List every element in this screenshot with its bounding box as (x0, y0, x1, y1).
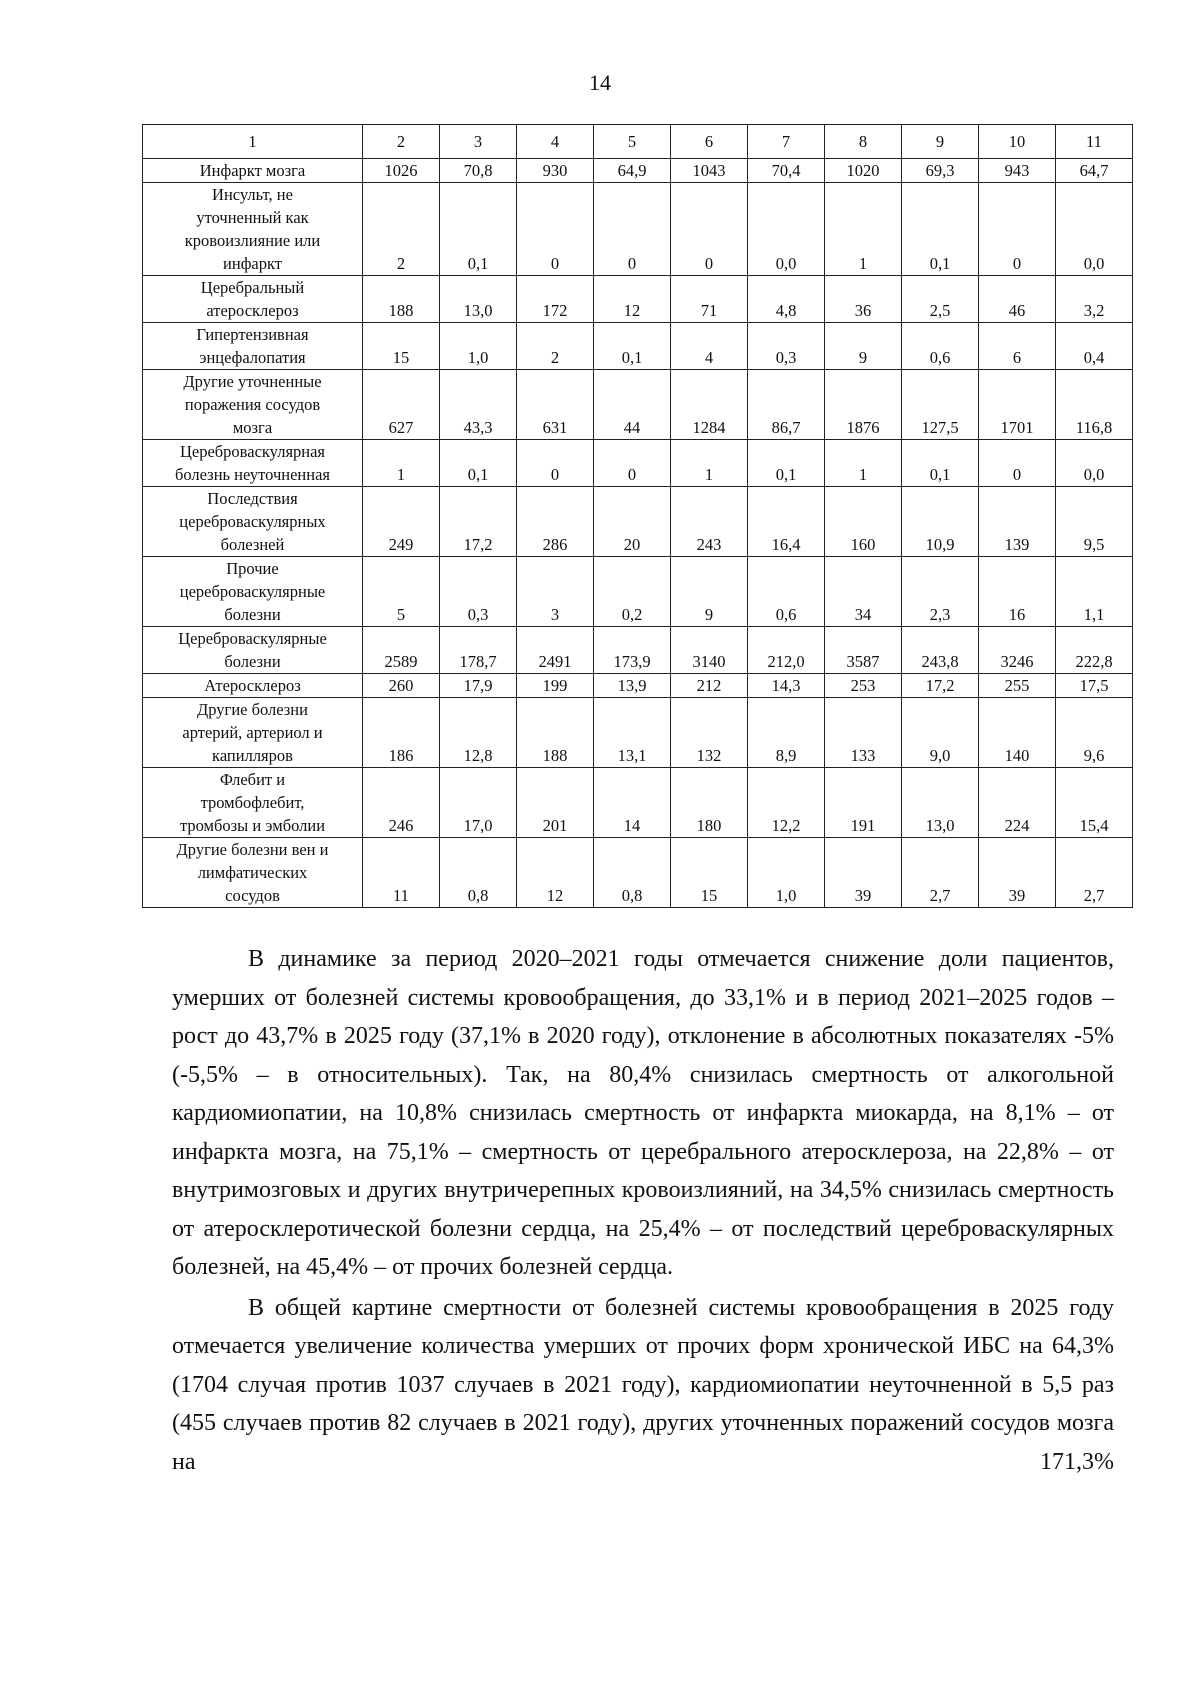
table-cell: 17,2 (902, 674, 979, 698)
table-cell: 0,1 (902, 440, 979, 487)
table-cell: 1,0 (748, 838, 825, 908)
table-cell: 133 (825, 698, 902, 768)
row-label-line: Гипертензивная (196, 325, 309, 344)
table-cell: 9,0 (902, 698, 979, 768)
table-cell: 2,5 (902, 276, 979, 323)
table-cell: 3246 (979, 627, 1056, 674)
row-label-line: Инфаркт мозга (199, 161, 306, 180)
table-cell: 1876 (825, 370, 902, 440)
table-row (143, 487, 1133, 557)
table-cell: 249 (363, 487, 440, 557)
mortality-table (142, 124, 1133, 908)
table-cell: 0,2 (594, 557, 671, 627)
row-label-line: капилляров (212, 746, 293, 765)
paragraph: В динамике за период 2020–2021 годы отмечается снижение доли пациентов, умерших от болезней системы кровообращения, до 33,1% и в период 2021–2025 годов – рост до 43,7% в 2025 году (37,1% в 2020 году), отклонение в абсолютных показателях -5% (-5,5% – в относительных). Так, на 80,4% снизилась смертность от алкогольной кардиомиопатии, на 10,8% снизилась смертность от инфаркта миокарда, на 8,1% – от инфаркта мозга, на 75,1% – смертность от церебрального атеросклероза, на 22,8% – от внутримозговых и других внутричерепных кровоизлияний, на 34,5% снизилась смертность от атеросклеротической болезни сердца, на 25,4% – от последствий цереброваскулярных болезней, на 45,4% – от прочих болезней сердца. (172, 946, 1114, 1280)
page-number: 14 (589, 70, 611, 95)
table-row (143, 838, 1133, 908)
table-cell: 4 (671, 323, 748, 370)
table-cell: 132 (671, 698, 748, 768)
table-cell: 212 (671, 674, 748, 698)
column-header: 4 (517, 125, 594, 159)
table-cell: 212,0 (748, 627, 825, 674)
row-label-line: инфаркт (223, 254, 282, 273)
table-cell: 0,1 (594, 323, 671, 370)
table-row (143, 370, 1133, 440)
row-label (143, 557, 363, 627)
table-cell: 173,9 (594, 627, 671, 674)
table-cell: 139 (979, 487, 1056, 557)
table-cell: 0,1 (902, 183, 979, 276)
table-cell: 13,0 (440, 276, 517, 323)
row-label-line: кровоизлияние или (184, 231, 321, 250)
table-row (143, 674, 1133, 698)
table-cell: 1,0 (440, 323, 517, 370)
table-cell: 71 (671, 276, 748, 323)
table-cell: 0,1 (748, 440, 825, 487)
table-cell: 15 (671, 838, 748, 908)
table-cell: 3587 (825, 627, 902, 674)
table-cell: 2491 (517, 627, 594, 674)
table-cell: 160 (825, 487, 902, 557)
row-label (143, 838, 363, 908)
table-cell: 17,9 (440, 674, 517, 698)
row-label-line: болезни (224, 605, 281, 624)
row-label-line: лимфатических (197, 863, 308, 882)
table-cell: 2,7 (902, 838, 979, 908)
row-label-line: уточненный как (196, 208, 309, 227)
table-cell: 8,9 (748, 698, 825, 768)
table-cell: 2,7 (1056, 838, 1133, 908)
column-header: 11 (1056, 125, 1133, 159)
table-cell: 188 (363, 276, 440, 323)
column-header: 1 (143, 125, 363, 159)
table-cell: 1 (825, 183, 902, 276)
table-cell: 9,6 (1056, 698, 1133, 768)
row-label (143, 487, 363, 557)
table-row (143, 557, 1133, 627)
table-cell: 3,2 (1056, 276, 1133, 323)
table-cell: 2,3 (902, 557, 979, 627)
paragraph: В общей картине смертности от болезней системы кровообращения в 2025 году отмечается увеличение количества умерших от прочих форм хронической ИБС на 64,3% (1704 случая против 1037 случаев в 2021 году), кардиомиопатии неуточненной в 5,5 раз (455 случаев против 82 случаев в 2021 году), других уточненных поражений сосудов мозга на 171,3% (172, 1294, 1114, 1475)
table-cell: 0,6 (902, 323, 979, 370)
table-cell: 199 (517, 674, 594, 698)
table-cell: 243,8 (902, 627, 979, 674)
row-label-line: Атеросклероз (204, 676, 301, 695)
table-cell: 1,1 (1056, 557, 1133, 627)
column-header: 8 (825, 125, 902, 159)
table-cell: 16,4 (748, 487, 825, 557)
table-cell: 17,5 (1056, 674, 1133, 698)
table-cell: 17,0 (440, 768, 517, 838)
table-cell: 46 (979, 276, 1056, 323)
row-label-line: болезни (224, 652, 281, 671)
row-label-line: болезней (220, 535, 285, 554)
table-cell: 1020 (825, 159, 902, 183)
table-row (143, 159, 1133, 183)
table-cell: 0 (671, 183, 748, 276)
table-cell: 0,0 (1056, 440, 1133, 487)
table-cell: 12,8 (440, 698, 517, 768)
column-header: 7 (748, 125, 825, 159)
row-label-line: Инсульт, не (212, 185, 293, 204)
column-header: 9 (902, 125, 979, 159)
row-label-line: Флебит и (219, 770, 286, 789)
table-cell: 12,2 (748, 768, 825, 838)
table-cell: 127,5 (902, 370, 979, 440)
table-cell: 0,8 (594, 838, 671, 908)
table-cell: 222,8 (1056, 627, 1133, 674)
table-cell: 1043 (671, 159, 748, 183)
table-cell: 0 (594, 183, 671, 276)
table-cell: 11 (363, 838, 440, 908)
table-cell: 0,3 (748, 323, 825, 370)
table-row (143, 323, 1133, 370)
row-label-line: тромбофлебит, (200, 793, 305, 812)
row-label (143, 440, 363, 487)
table-cell: 224 (979, 768, 1056, 838)
row-label-line: цереброваскулярных (179, 512, 326, 531)
table-body (143, 159, 1133, 908)
table-cell: 255 (979, 674, 1056, 698)
table-cell: 943 (979, 159, 1056, 183)
table-cell: 13,9 (594, 674, 671, 698)
table-cell: 0 (979, 183, 1056, 276)
table-cell: 13,1 (594, 698, 671, 768)
table-cell: 9 (671, 557, 748, 627)
table-row (143, 440, 1133, 487)
table-cell: 0,0 (1056, 183, 1133, 276)
table-cell: 86,7 (748, 370, 825, 440)
table-cell: 140 (979, 698, 1056, 768)
table-cell: 0,1 (440, 183, 517, 276)
row-label (143, 183, 363, 276)
row-label-line: Цереброваскулярные (178, 629, 327, 648)
table-cell: 180 (671, 768, 748, 838)
table-cell: 17,2 (440, 487, 517, 557)
table-cell: 191 (825, 768, 902, 838)
table-cell: 44 (594, 370, 671, 440)
row-label-line: Другие уточненные (183, 372, 322, 391)
row-label-line: Другие болезни (197, 700, 308, 719)
row-label (143, 370, 363, 440)
table-cell: 253 (825, 674, 902, 698)
table-cell: 1284 (671, 370, 748, 440)
table-cell: 12 (517, 838, 594, 908)
table-cell: 39 (979, 838, 1056, 908)
table-cell: 260 (363, 674, 440, 698)
table-cell: 14,3 (748, 674, 825, 698)
table-cell: 116,8 (1056, 370, 1133, 440)
column-header: 6 (671, 125, 748, 159)
table-cell: 1 (671, 440, 748, 487)
table-cell: 0 (594, 440, 671, 487)
table-cell: 0 (979, 440, 1056, 487)
table-cell: 6 (979, 323, 1056, 370)
table-cell: 2 (363, 183, 440, 276)
column-header: 10 (979, 125, 1056, 159)
row-label-line: Прочие (226, 559, 279, 578)
table-row (143, 183, 1133, 276)
column-header: 5 (594, 125, 671, 159)
table-cell: 9,5 (1056, 487, 1133, 557)
table-cell: 1026 (363, 159, 440, 183)
table-cell: 70,4 (748, 159, 825, 183)
table-cell: 1701 (979, 370, 1056, 440)
row-label-line: энцефалопатия (199, 348, 306, 367)
table-cell: 1 (825, 440, 902, 487)
row-label-line: тромбозы и эмболии (179, 816, 326, 835)
row-label-line: Другие болезни вен и (176, 840, 329, 859)
table-cell: 0 (517, 440, 594, 487)
table-cell: 3140 (671, 627, 748, 674)
table-cell: 0,0 (748, 183, 825, 276)
row-label (143, 698, 363, 768)
table-cell: 2589 (363, 627, 440, 674)
table-row (143, 698, 1133, 768)
row-label (143, 627, 363, 674)
table-cell: 243 (671, 487, 748, 557)
table-header-row (143, 125, 1133, 159)
table-cell: 0,6 (748, 557, 825, 627)
table-cell: 39 (825, 838, 902, 908)
table-cell: 930 (517, 159, 594, 183)
table-cell: 5 (363, 557, 440, 627)
row-label-line: цереброваскулярные (179, 582, 326, 601)
table-cell: 0,1 (440, 440, 517, 487)
column-header: 2 (363, 125, 440, 159)
table-cell: 43,3 (440, 370, 517, 440)
table-cell: 12 (594, 276, 671, 323)
table-cell: 178,7 (440, 627, 517, 674)
table-cell: 34 (825, 557, 902, 627)
table-cell: 4,8 (748, 276, 825, 323)
table-cell: 172 (517, 276, 594, 323)
table-cell: 188 (517, 698, 594, 768)
table-cell: 1 (363, 440, 440, 487)
column-header: 3 (440, 125, 517, 159)
row-label-line: Последствия (207, 489, 298, 508)
table-cell: 201 (517, 768, 594, 838)
row-label-line: мозга (232, 418, 273, 437)
table-cell: 70,8 (440, 159, 517, 183)
row-label-line: артерий, артериол и (182, 723, 323, 742)
table-cell: 15,4 (1056, 768, 1133, 838)
row-label-line: Цереброваскулярная (179, 442, 326, 461)
table-row (143, 276, 1133, 323)
row-label-line: сосудов (225, 886, 280, 905)
table-cell: 20 (594, 487, 671, 557)
table-cell: 64,7 (1056, 159, 1133, 183)
row-label-line: Церебральный (200, 278, 305, 297)
row-label-line: поражения сосудов (184, 395, 321, 414)
table-cell: 36 (825, 276, 902, 323)
table-cell: 14 (594, 768, 671, 838)
table-cell: 0,4 (1056, 323, 1133, 370)
table-cell: 0,3 (440, 557, 517, 627)
table-cell: 631 (517, 370, 594, 440)
table-cell: 69,3 (902, 159, 979, 183)
row-label (143, 276, 363, 323)
table-cell: 3 (517, 557, 594, 627)
table-cell: 9 (825, 323, 902, 370)
row-label (143, 768, 363, 838)
row-label (143, 323, 363, 370)
table-cell: 13,0 (902, 768, 979, 838)
table-cell: 627 (363, 370, 440, 440)
table-cell: 64,9 (594, 159, 671, 183)
row-label-line: атеросклероз (206, 301, 299, 320)
table-cell: 10,9 (902, 487, 979, 557)
table-cell: 2 (517, 323, 594, 370)
body-text (172, 940, 1114, 1483)
table-cell: 15 (363, 323, 440, 370)
table-cell: 0 (517, 183, 594, 276)
row-label (143, 159, 363, 183)
table-cell: 286 (517, 487, 594, 557)
table-cell: 246 (363, 768, 440, 838)
table-row (143, 768, 1133, 838)
table-row (143, 627, 1133, 674)
table-cell: 16 (979, 557, 1056, 627)
table-cell: 0,8 (440, 838, 517, 908)
row-label-line: болезнь неуточненная (174, 465, 331, 484)
table-cell: 186 (363, 698, 440, 768)
row-label (143, 674, 363, 698)
